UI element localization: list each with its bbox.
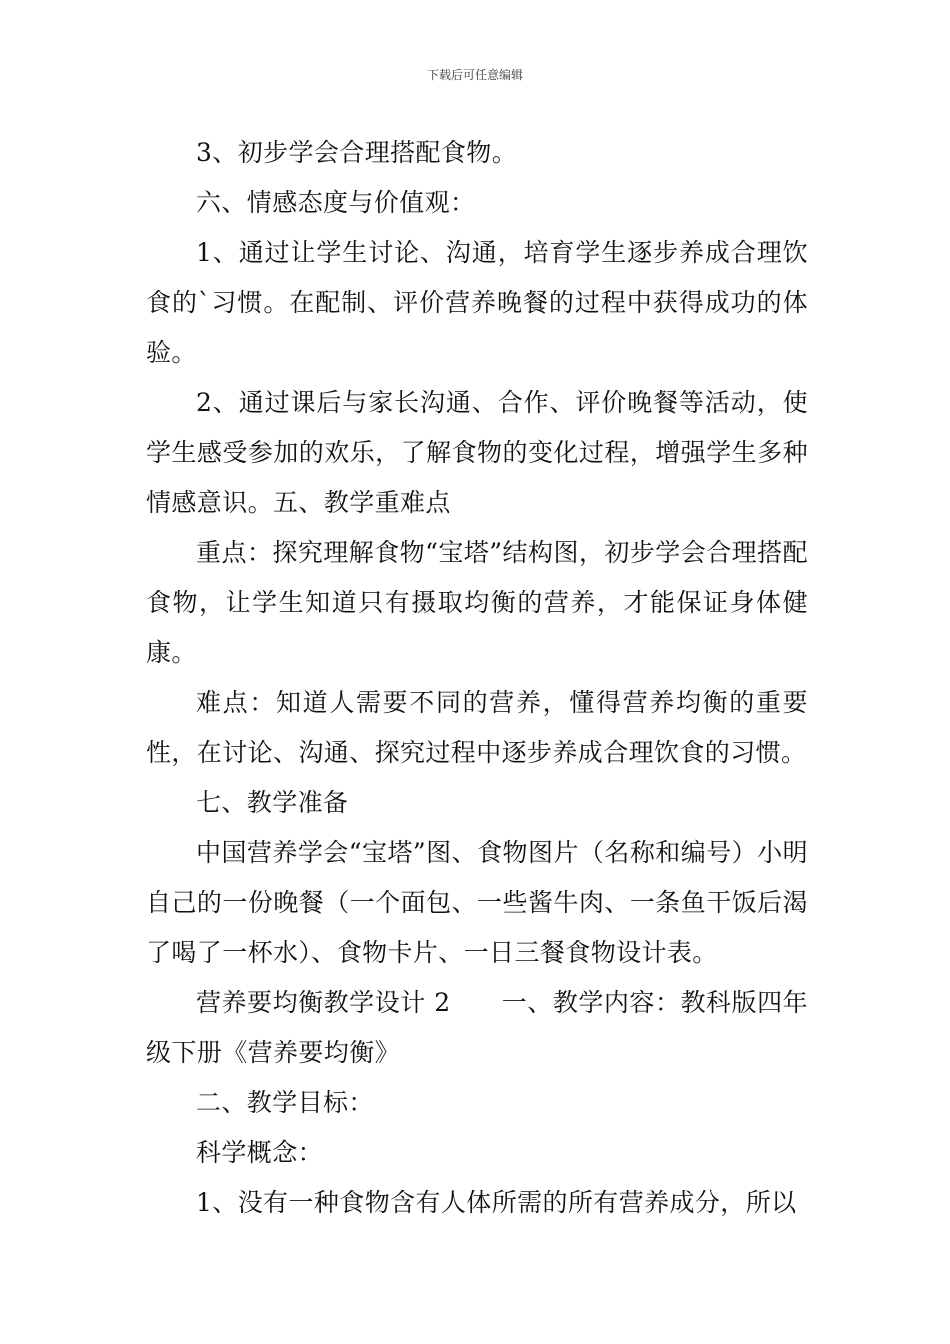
page-header: 下载后可任意编辑 — [426, 68, 523, 82]
paragraph: 难点：知道人需要不同的营养，懂得营养均衡的重要性，在讨论、沟通、探究过程中逐步养成合理饮食的习惯。 — [146, 688, 808, 767]
section-heading: 六、情感态度与价值观： — [196, 188, 476, 217]
paragraph: 营养要均衡教学设计 2 一、教学内容：教科版四年级下册《营养要均衡》 — [146, 988, 808, 1067]
paragraph: 2、通过课后与家长沟通、合作、评价晚餐等活动，使学生感受参加的欢乐，了解食物的变化过程，增强学生多种情感意识。五、教学重难点 — [146, 388, 808, 517]
paragraph: 3、初步学会合理搭配食物。 — [196, 138, 518, 167]
document-body — [146, 128, 808, 1228]
section-heading: 七、教学准备 — [196, 788, 349, 817]
subheading: 科学概念： — [196, 1138, 324, 1167]
paragraph: 1、没有一种食物含有人体所需的所有营养成分，所以 — [196, 1188, 797, 1217]
section-heading: 二、教学目标： — [196, 1088, 374, 1117]
paragraph: 1、通过让学生讨论、沟通，培育学生逐步养成合理饮食的`习惯。在配制、评价营养晚餐的过程中获得成功的体验。 — [146, 238, 808, 367]
paragraph: 中国营养学会“宝塔”图、食物图片（名称和编号）小明自己的一份晚餐（一个面包、一些酱牛肉、一条鱼干饭后渴了喝了一杯水）、食物卡片、一日三餐食物设计表。 — [146, 838, 808, 967]
paragraph: 重点：探究理解食物“宝塔”结构图，初步学会合理搭配食物，让学生知道只有摄取均衡的营养，才能保证身体健康。 — [146, 538, 808, 667]
